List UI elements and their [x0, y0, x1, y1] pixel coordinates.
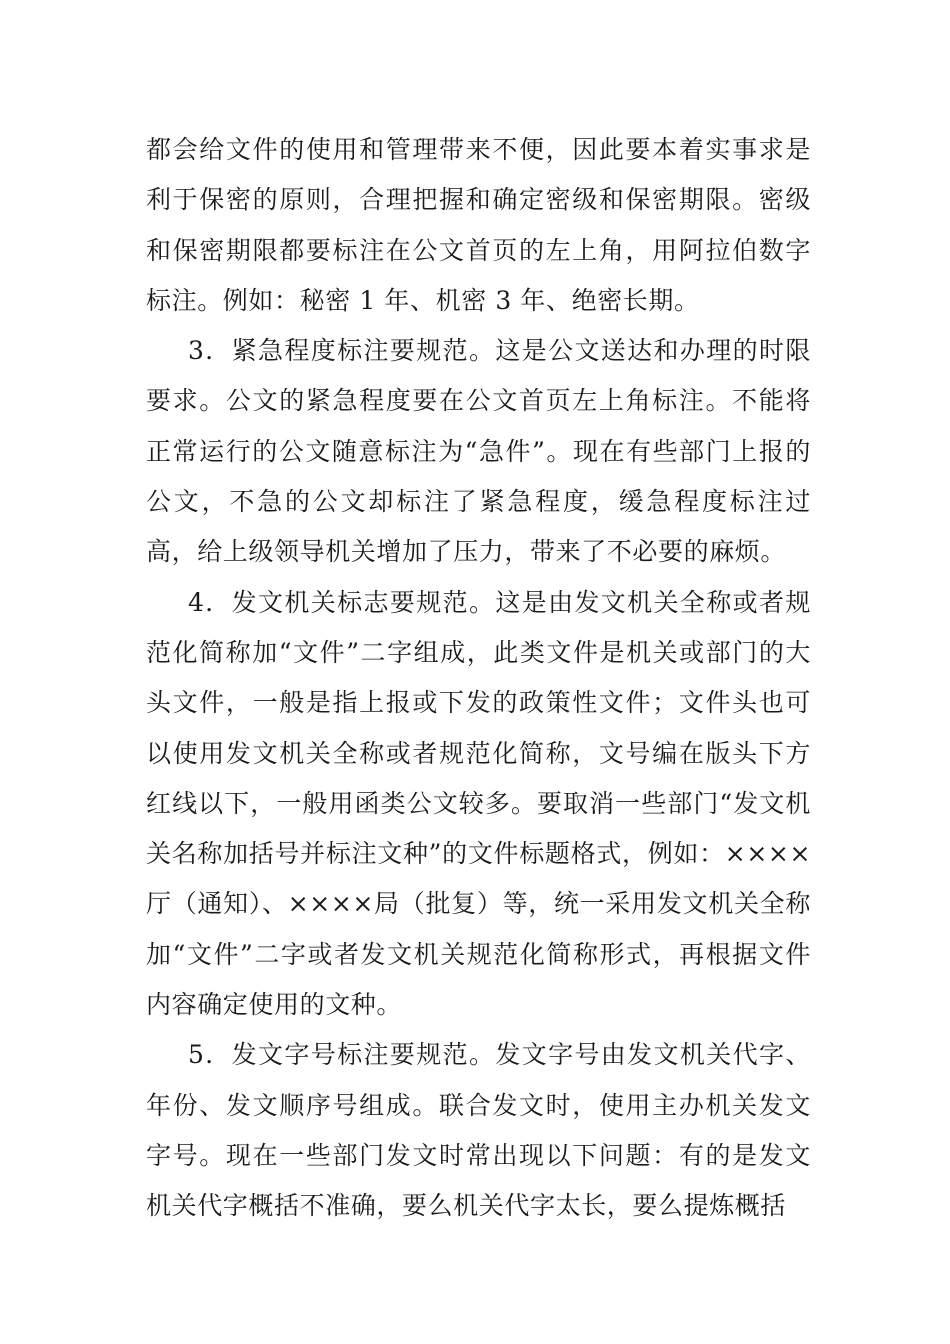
document-body [146, 125, 811, 1232]
paragraph-issuing-authority-mark: 4．发文机关标志要规范。这是由发文机关全称或者规范化简称加“文件”二字组成，此类文件是机关或部门的大头文件，一般是指上报或下发的政策性文件；文件头也可以使用发文机关全称或者规范化简称，文号编在版头下方红线以下，一般用函类公文较多。要取消一些部门“发文机关名称加括号并标注文种”的文件标题格式，例如：××××厅（通知）、××××局（批复）等，统一采用发文机关全称加“文件”二字或者发文机关规范化简称形式，再根据文件内容确定使用的文种。 [146, 587, 811, 1020]
paragraph-urgency-level: 3．紧急程度标注要规范。这是公文送达和办理的时限要求。公文的紧急程度要在公文首页左上角标注。不能将正常运行的公文随意标注为“急件”。现在有些部门上报的公文，不急的公文却标注了紧急程度，缓急程度标注过高，给上级领导机关增加了压力，带来了不必要的麻烦。 [146, 336, 811, 567]
paragraph-document-number: 5．发文字号标注要规范。发文字号由发文机关代字、年份、发文顺序号组成。联合发文时，使用主办机关发文字号。现在一些部门发文时常出现以下问题：有的是发文机关代字概括不准确，要么机关代字太长，要么提炼概括 [146, 1040, 811, 1221]
paragraph-confidentiality-continued: 都会给文件的使用和管理带来不便，因此要本着实事求是利于保密的原则，合理把握和确定密级和保密期限。密级和保密期限都要标注在公文首页的左上角，用阿拉伯数字标注。例如：秘密 1 年、机密 3 年、绝密长期。 [146, 135, 811, 315]
